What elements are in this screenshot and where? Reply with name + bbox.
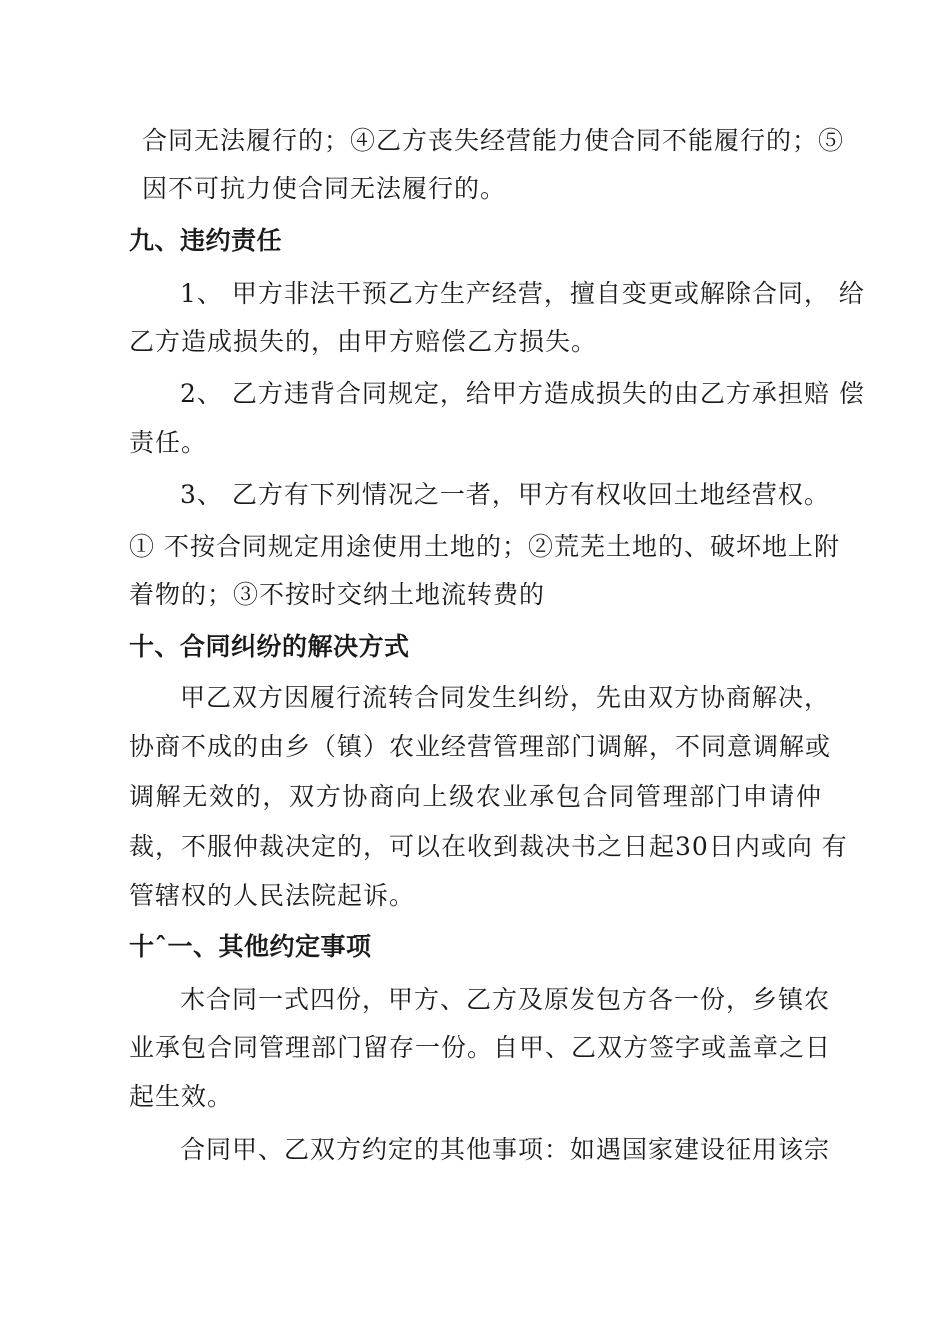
paragraph-line: 乙方造成损失的，由甲方赔偿乙方损失。 [129,327,598,356]
paragraph-line: 合同甲、乙双方约定的其他事项：如遇国家建设征用该宗 [180,1135,831,1164]
paragraph-line: 业承包合同管理部门留存一份。自甲、乙双方签字或盖章之日 [129,1033,832,1062]
paragraph-line: 3、 乙方有下列情况之一者，甲方有权收回土地经营权。 [180,480,830,509]
paragraph-line: 着物的；③不按时交纳土地流转费的 [129,580,546,609]
paragraph-line: 因不可抗力使合同无法履行的。 [142,174,507,203]
paragraph-line: 1、 甲方非法干预乙方生产经营，擅自变更或解除合同， 给 [180,279,865,308]
paragraph-line: 2、 乙方违背合同规定，给甲方造成损失的由乙方承担赔 偿 [180,379,865,408]
paragraph-line: 裁，不服仲裁决定的，可以在收到裁决书之日起30日内或向 有 [129,832,848,861]
paragraph-line: 协商不成的由乡（镇）农业经营管理部门调解，不同意调解或 [129,732,832,761]
paragraph-line: 起生效。 [129,1082,234,1111]
section-heading-9: 九、违约责任 [129,226,283,255]
section-heading-10: 十、合同纠纷的解决方式 [129,632,410,661]
paragraph-line: 调解无效的，双方协商向上级农业承包合同管理部门申请仲 [129,782,822,811]
paragraph-line: 责任。 [129,428,208,457]
paragraph-line: 管辖权的人民法院起诉。 [129,881,416,910]
paragraph-line: 甲乙双方因履行流转合同发生纠纷，先由双方协商解决， [180,683,831,712]
paragraph-line: ① 不按合同规定用途使用土地的；②荒芜土地的、破坏地上附 [129,532,840,561]
paragraph-line: 合同无法履行的；④乙方丧失经营能力使合同不能履行的；⑤ [142,126,845,155]
section-heading-11: 十ˆ一、其他约定事项 [129,932,372,961]
paragraph-line: 木合同一式四份，甲方、乙方及原发包方各一份，乡镇农 [180,985,831,1014]
